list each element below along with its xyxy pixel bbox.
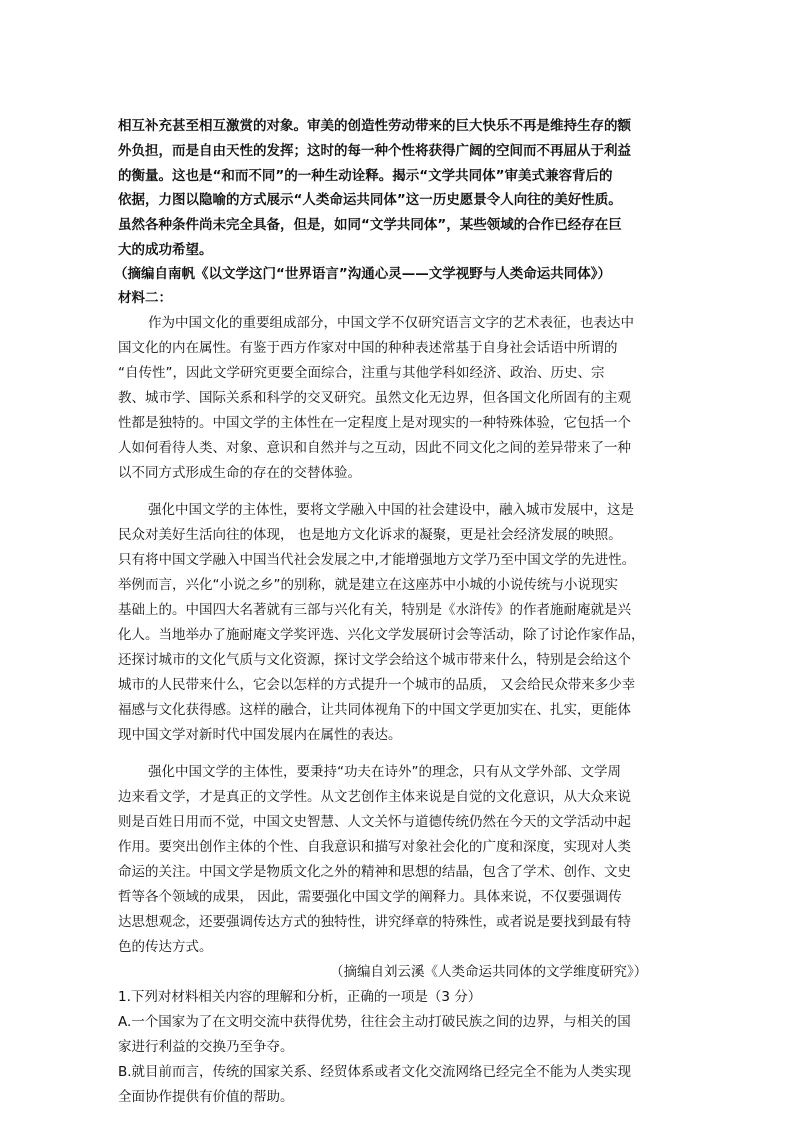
option-a-line: 家进行利益的交换乃至争夺。 (118, 1039, 294, 1055)
source-citation: （摘编自刘云溪《人类命运共同体的文学维度研究》） (330, 964, 648, 980)
text-line: 福感与文化获得感。这样的融合，让共同体视角下的中国文学更加实在、扎实，更能体 (118, 702, 631, 718)
text-line: 哲等各个领域的成果， 因此，需要强化中国文学的阐释力。具体来说，不仅要强调传 (118, 889, 622, 905)
text-line: 只有将中国文学融入中国当代社会发展之中,才能增强地方文学乃至中国文学的先进性。 (118, 552, 636, 568)
text-line: 命运的关注。中国文学是物质文化之外的精神和思想的结晶，包含了学术、创作、文史 (118, 864, 631, 880)
text-line: 依据，力图以隐喻的方式展示“人类命运共同体”这一历史愿景令人向往的美好性质。 (118, 192, 622, 208)
text-line: 以不同方式形成生命的存在的交替体验。 (118, 465, 361, 481)
text-line: 强化中国文学的主体性，要秉持“功夫在诗外”的理念，只有从文学外部、文学周 (148, 764, 621, 780)
text-line: 现中国文学对新时代中国发展内在属性的表达。 (118, 727, 402, 743)
option-b-line: B.就目前而言，传统的国家关系、经贸体系或者文化交流网络已经完全不能为人类实现 (118, 1064, 632, 1080)
text-line: 达思想观念，还要强调传达方式的独特性，讲究绎章的特殊性，或者说是要找到最有特 (118, 914, 631, 930)
text-line: 教、城市学、国际关系和科学的交叉研究。虽然文化无边界，但各国文化所固有的主观 (118, 390, 631, 406)
text-line: 还探讨城市的文化气质与文化资源，探讨文学会给这个城市带来什么，特别是会给这个 (118, 652, 631, 668)
text-line: “自传性”，因此文学研究更要全面综合，注重与其他学科如经济、政治、历史、宗 (118, 365, 605, 381)
text-line: 强化中国文学的主体性，要将文学融入中国的社会建设中，融入城市发展中，这是 (148, 502, 634, 518)
text-line: 的衡量。这也是“和而不同”的一种生动诠释。揭示“文学共同体”审美式兼容背后的 (118, 168, 613, 184)
text-line: 性都是独特的。中国文学的主体性在一定程度上是对现实的一种特殊体验，它包括一个 (118, 415, 631, 431)
question-stem: 1.下列对材料相关内容的理解和分析，正确的一项是（3 分） (118, 989, 482, 1005)
text-line: 作用。要突出创作主体的个性、自我意识和描写对象社会化的广度和深度，实现对人类 (118, 839, 631, 855)
text-line: 相互补充甚至相互激赏的对象。审美的创造性劳动带来的巨大快乐不再是维持生存的额 (118, 118, 631, 134)
text-line: 举例而言，兴化“小说之乡”的别称，就是建立在这座苏中小城的小说传统与小说现实 (118, 577, 618, 593)
text-line: 大的成功希望。 (118, 242, 213, 258)
text-line: 作为中国文化的重要组成部分，中国文学不仅研究语言文字的艺术表征，也表达中 (148, 315, 634, 331)
text-line: 外负担，而是自由天性的发挥；这时的每一种个性将获得广阔的空间而不再屈从于利益 (118, 143, 631, 159)
section-heading: 材料二： (118, 290, 172, 306)
text-line: 色的传达方式。 (118, 939, 213, 955)
option-b-line: 全面协作提供有价值的帮助。 (118, 1089, 294, 1105)
source-citation: （摘编自南帆《以文学这门“世界语言”沟通心灵——文学视野与人类命运共同体》） (114, 266, 611, 282)
text-line: 城市的人民带来什么，它会以怎样的方式提升一个城市的品质， 又会给民众带来多少幸 (118, 677, 636, 693)
text-line: 民众对美好生活向往的体现， 也是地方文化诉求的凝聚，更是社会经济发展的映照。 (118, 527, 622, 543)
text-line: 人如何看待人类、对象、意识和自然并与之互动，因此不同文化之间的差异带来了一种 (118, 440, 631, 456)
option-a-line: A.一个国家为了在文明交流中获得优势，往往会主动打破民族之间的边界，与相关的国 (118, 1014, 631, 1030)
text-line: 国文化的内在属性。有鉴于西方作家对中国的种种表述常基于自身社会话语中所谓的 (118, 340, 618, 356)
text-line: 边来看文学，才是真正的文学性。从文艺创作主体来说是自觉的文化意识，从大众来说 (118, 789, 631, 805)
text-line: 化人。当地举办了施耐庵文学奖评选、兴化文学发展研讨会等活动，除了讨论作家作品， (118, 627, 645, 643)
text-line: 基础上的。中国四大名著就有三部与兴化有关，特别是《水浒传》的作者施耐庵就是兴 (118, 602, 631, 618)
text-line: 则是百姓日用而不觉，中国文史智慧、人文关怀与道德传统仍然在今天的文学活动中起 (118, 814, 631, 830)
text-line: 虽然各种条件尚未完全具备，但是，如同“文学共同体”，某些领域的合作已经存在巨 (118, 217, 622, 233)
